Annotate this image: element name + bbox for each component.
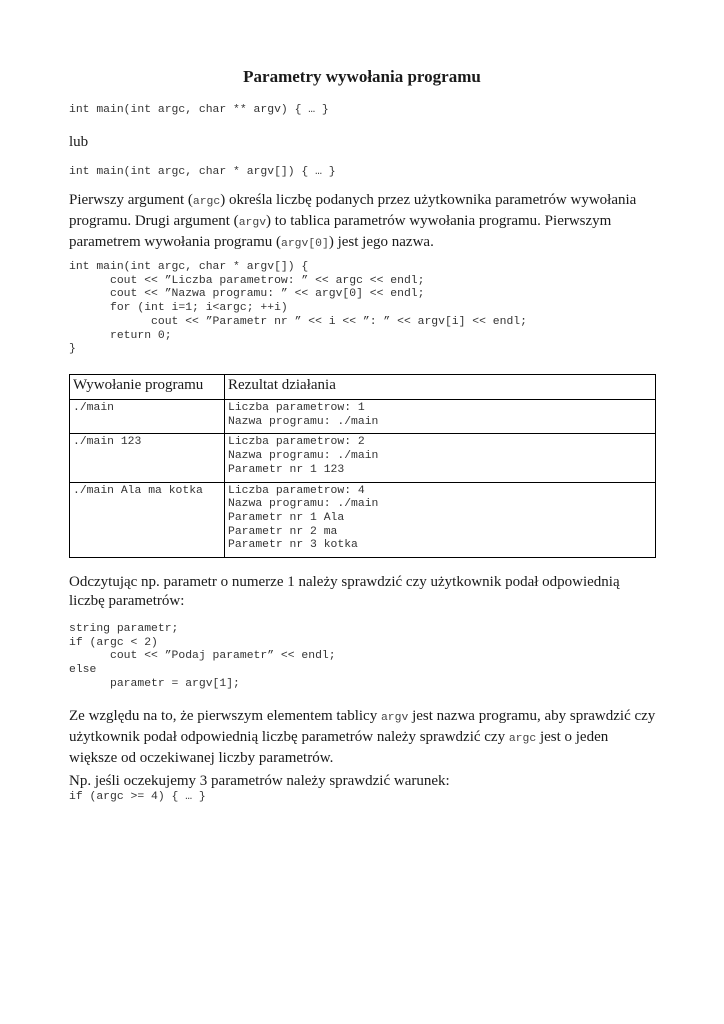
result-line: Nazwa programu: ./main bbox=[228, 415, 379, 428]
cell-result bbox=[225, 482, 656, 558]
result-line: Parametr nr 1 Ala bbox=[228, 511, 345, 524]
signature-1: int main(int argc, char ** argv) { … } bbox=[69, 104, 329, 116]
inline-code: argc bbox=[192, 196, 221, 208]
code-check bbox=[69, 623, 336, 692]
table-row bbox=[70, 434, 656, 482]
inline-code: argv bbox=[238, 217, 267, 229]
table-row bbox=[70, 400, 656, 434]
code-line: } bbox=[69, 343, 76, 356]
result-line: Nazwa programu: ./main bbox=[228, 450, 379, 463]
inline-code: argv bbox=[380, 712, 409, 724]
signature-2: int main(int argc, char * argv[]) { … } bbox=[69, 166, 336, 178]
text-segment: jest o jeden większe od oczekiwanej liczby parametrów. bbox=[69, 729, 609, 766]
code-line: cout << ”Parametr nr ” << i << ”: ” << argv[i] << endl; bbox=[69, 315, 527, 328]
code-line: if (argc < 2) bbox=[69, 636, 158, 649]
cell-result bbox=[225, 434, 656, 482]
table-row bbox=[70, 482, 656, 558]
result-line: Parametr nr 3 kotka bbox=[228, 539, 358, 552]
results-table bbox=[69, 374, 656, 558]
code-main bbox=[69, 261, 527, 357]
code-line: for (int i=1; i<argc; ++i) bbox=[69, 302, 288, 315]
header-call: Wywołanie programu bbox=[70, 375, 225, 400]
cell-result bbox=[225, 400, 656, 434]
text-segment: ) to tablica parametrów wywołania programu. Pierwszym parametrem wywołania programu ( bbox=[69, 213, 612, 250]
paragraph-check-intro: Odczytując np. parametr o numerze 1 należy sprawdzić czy użytkownik podał odpowiednią liczbę parametrów: bbox=[69, 574, 620, 609]
result-line: Parametr nr 1 123 bbox=[228, 463, 345, 476]
result-line: Parametr nr 2 ma bbox=[228, 525, 338, 538]
text-segment: ) określa liczbę podanych przez użytkownika parametrów wywołania programu. Drugi argument ( bbox=[69, 192, 637, 229]
paragraph-argv-note bbox=[69, 707, 659, 768]
inline-code: argc bbox=[508, 733, 537, 745]
code-line: int main(int argc, char * argv[]) { bbox=[69, 261, 309, 273]
result-line: Liczba parametrow: 1 bbox=[228, 402, 365, 414]
table-header-row bbox=[70, 375, 656, 400]
result-line: Nazwa programu: ./main bbox=[228, 498, 379, 511]
text-segment: jest nazwa programu, aby sprawdzić czy użytkownik podał odpowiednią liczbę parametrów należy sprawdzić czy bbox=[69, 708, 656, 745]
code-line: else bbox=[69, 664, 97, 677]
paragraph-example: Np. jeśli oczekujemy 3 parametrów należy sprawdzić warunek: bbox=[69, 773, 450, 789]
text-segment: ) jest jego nazwa. bbox=[328, 234, 434, 250]
cell-call: ./main Ala ma kotka bbox=[70, 482, 225, 558]
code-line: cout << ”Liczba parametrow: ” << argc << endl; bbox=[69, 274, 425, 287]
code-line: return 0; bbox=[69, 329, 172, 342]
result-line: Liczba parametrow: 4 bbox=[228, 484, 365, 497]
text-lub: lub bbox=[69, 134, 89, 150]
inline-code: argv[0] bbox=[281, 238, 329, 250]
cell-call: ./main 123 bbox=[70, 434, 225, 482]
cell-call: ./main bbox=[70, 400, 225, 434]
header-result: Rezultat działania bbox=[225, 375, 656, 400]
code-line: string parametr; bbox=[69, 623, 179, 635]
code-final: if (argc >= 4) { … } bbox=[69, 791, 206, 803]
page-title: Parametry wywołania programu bbox=[243, 67, 481, 86]
code-line: parametr = argv[1]; bbox=[69, 677, 240, 690]
text-segment: Ze względu na to, że pierwszym elementem tablicy bbox=[69, 708, 381, 724]
text-segment: Pierwszy argument ( bbox=[69, 192, 193, 208]
code-line: cout << ”Podaj parametr” << endl; bbox=[69, 650, 336, 663]
result-line: Liczba parametrow: 2 bbox=[228, 436, 365, 449]
code-line: cout << ”Nazwa programu: ” << argv[0] << endl; bbox=[69, 288, 425, 301]
paragraph-arguments bbox=[69, 191, 659, 254]
